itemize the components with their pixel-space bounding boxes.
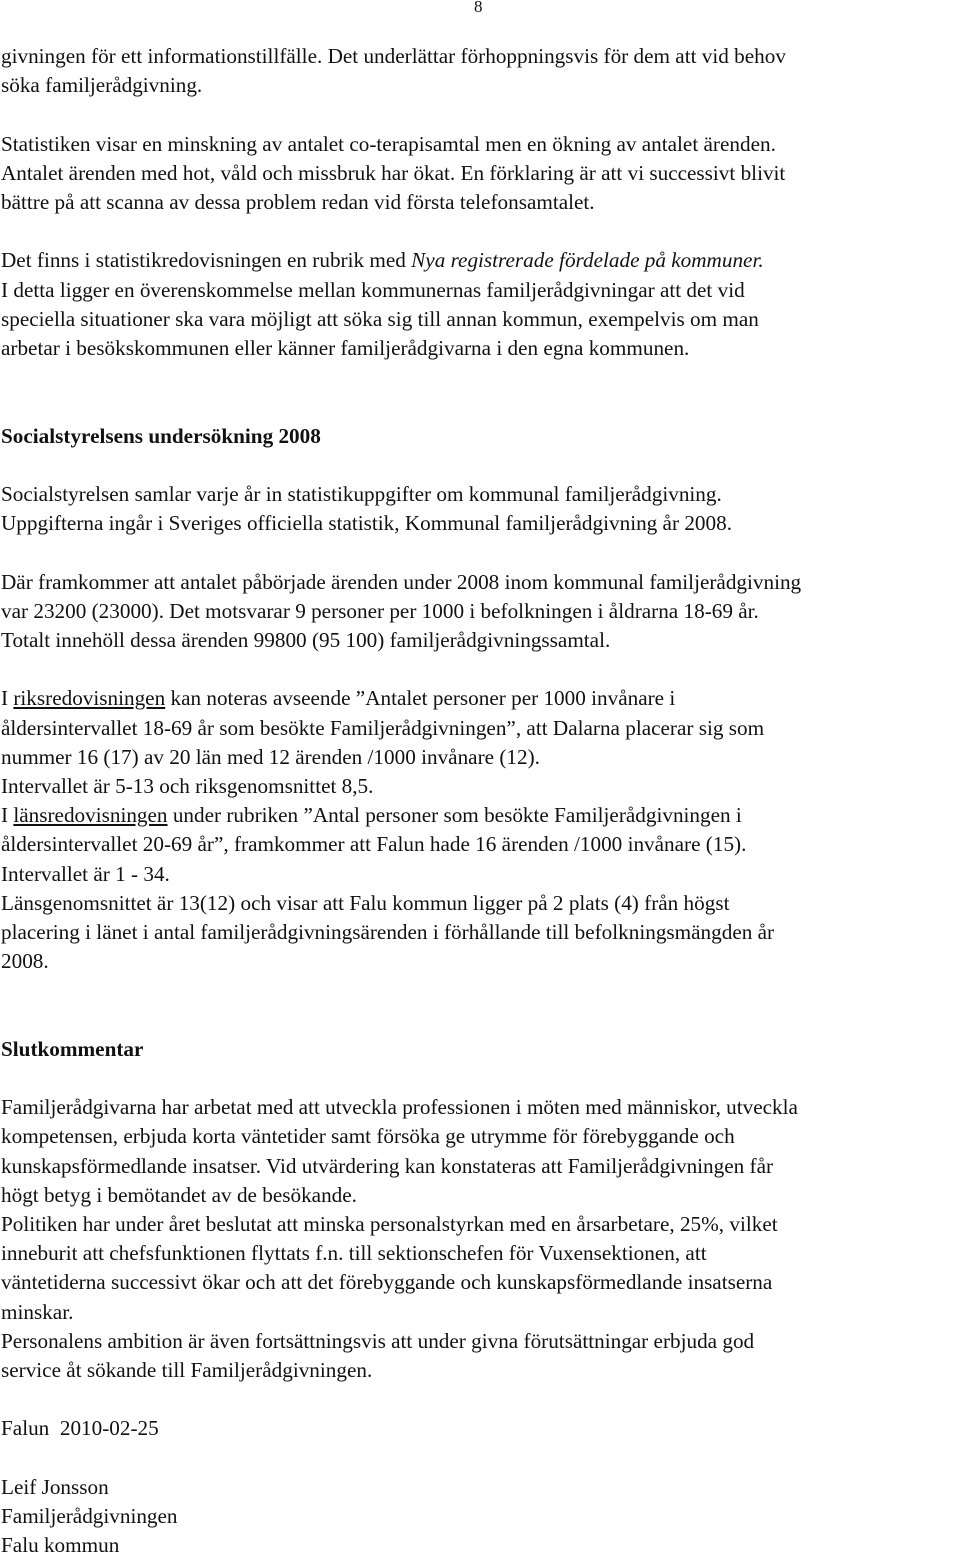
text-line: Intervallet är 5-13 och riksgenomsnittet 8,5.	[1, 773, 374, 798]
text-line	[1, 246, 960, 275]
text-line: Där framkommer att antalet påbörjade ärenden under 2008 inom kommunal familjerådgivning	[1, 569, 802, 594]
text-line: Familjerådgivarna har arbetat med att utveckla professionen i möten med människor, utveckla	[1, 1095, 798, 1120]
text-line: söka familjerådgivning.	[1, 73, 203, 98]
text-line: givningen för ett informationstillfälle. Det underlättar förhoppningsvis för dem att vid behov	[1, 44, 786, 68]
text-span: I	[1, 686, 14, 711]
text-line: bättre på att scanna av dessa problem redan vid första telefonsamtalet.	[1, 190, 595, 214]
text-line: arbetar i besökskommunen eller känner familjerådgivarna i den egna kommunen.	[1, 336, 690, 360]
lansredovisningen-link[interactable]: länsredovisningen	[13, 803, 168, 828]
text-line: högt betyg i bemötandet av de besökande.	[1, 1182, 357, 1207]
text-line: Totalt innehöll dessa ärenden 99800 (95 100) familjerådgivningssamtal.	[1, 627, 611, 652]
text-line	[1, 801, 960, 830]
signer-unit: Familjerådgivningen	[1, 1504, 178, 1528]
signer-name: Leif Jonsson	[1, 1474, 109, 1499]
text-line: kunskapsförmedlande insatser. Vid utvärdering kan konstateras att Familjerådgivningen får	[1, 1153, 774, 1178]
text-line: minskar.	[1, 1299, 74, 1324]
text-line: kompetensen, erbjuda korta väntetider samt försöka ge utrymme för förebyggande och	[1, 1124, 735, 1149]
text-line: inneburit att chefsfunktionen flyttats f.n. till sektionschefen för Vuxensektionen, att	[1, 1241, 707, 1266]
text-line: 2008.	[1, 949, 49, 974]
text-span: I	[1, 803, 14, 828]
text-line: åldersintervallet 20-69 år”, framkommer att Falun hade 16 ärenden /1000 invånare (15).	[1, 832, 747, 857]
text-line: väntetiderna successivt ökar och att det förebyggande och kunskapsförmedlande insatserna	[1, 1270, 773, 1295]
text-line: service åt sökande till Familjerådgivningen.	[1, 1358, 373, 1383]
text-line: speciella situationer ska vara möjligt att söka sig till annan kommun, exempelvis om man	[1, 306, 759, 331]
text-line: åldersintervallet 18-69 år som besökte Familjerådgivningen”, att Dalarna placerar sig som	[1, 715, 765, 740]
text-line: var 23200 (23000). Det motsvarar 9 personer per 1000 i befolkningen i åldrarna 18-69 år.	[1, 598, 759, 623]
text-line: Statistiken visar en minskning av antalet co-terapisamtal men en ökning av antalet ärenden.	[1, 131, 776, 156]
place-date: Falun 2010-02-25	[1, 1416, 159, 1441]
page-number: 8	[474, 0, 483, 16]
text-line: placering i länet i antal familjerådgivningsärenden i förhållande till befolkningsmängden år	[1, 920, 775, 944]
text-line: Politiken har under året beslutat att minska personalstyrkan med en årsarbetare, 25%, vilket	[1, 1212, 778, 1236]
text-span: Det finns i statistikredovisningen en rubrik med	[1, 248, 412, 273]
signer-org: Falu kommun	[1, 1533, 120, 1558]
text-line: Länsgenomsnittet är 13(12) och visar att Falu kommun ligger på 2 plats (4) från högst	[1, 890, 730, 915]
text-line: Intervallet är 1 - 34.	[1, 861, 170, 886]
text-line: Uppgifterna ingår i Sveriges officiella statistik, Kommunal familjerådgivning år 2008.	[1, 511, 732, 536]
riksredovisningen-link[interactable]: riksredovisningen	[13, 686, 166, 711]
text-span: under rubriken ”Antal personer som besökte Familjerådgivningen i	[167, 803, 742, 828]
text-span: kan noteras avseende ”Antalet personer per 1000 invånare i	[165, 686, 676, 711]
text-line: nummer 16 (17) av 20 län med 12 ärenden /1000 invånare (12).	[1, 744, 540, 769]
text-line: Socialstyrelsen samlar varje år in statistikuppgifter om kommunal familjerådgivning.	[1, 481, 722, 506]
text-line: Antalet ärenden med hot, våld och missbruk har ökat. En förklaring är att vi successivt blivit	[1, 160, 786, 185]
text-line: Personalens ambition är även fortsättningsvis att under givna förutsättningar erbjuda god	[1, 1328, 755, 1353]
section-heading: Socialstyrelsens undersökning 2008	[1, 423, 321, 448]
text-line	[1, 684, 960, 713]
section-heading: Slutkommentar	[1, 1036, 144, 1061]
text-line: I detta ligger en överenskommelse mellan kommunernas familjerådgivningar att det vid	[1, 277, 745, 302]
document-body	[1, 42, 960, 1560]
italic-rubric: Nya registrerade fördelade på kommuner.	[411, 248, 764, 273]
